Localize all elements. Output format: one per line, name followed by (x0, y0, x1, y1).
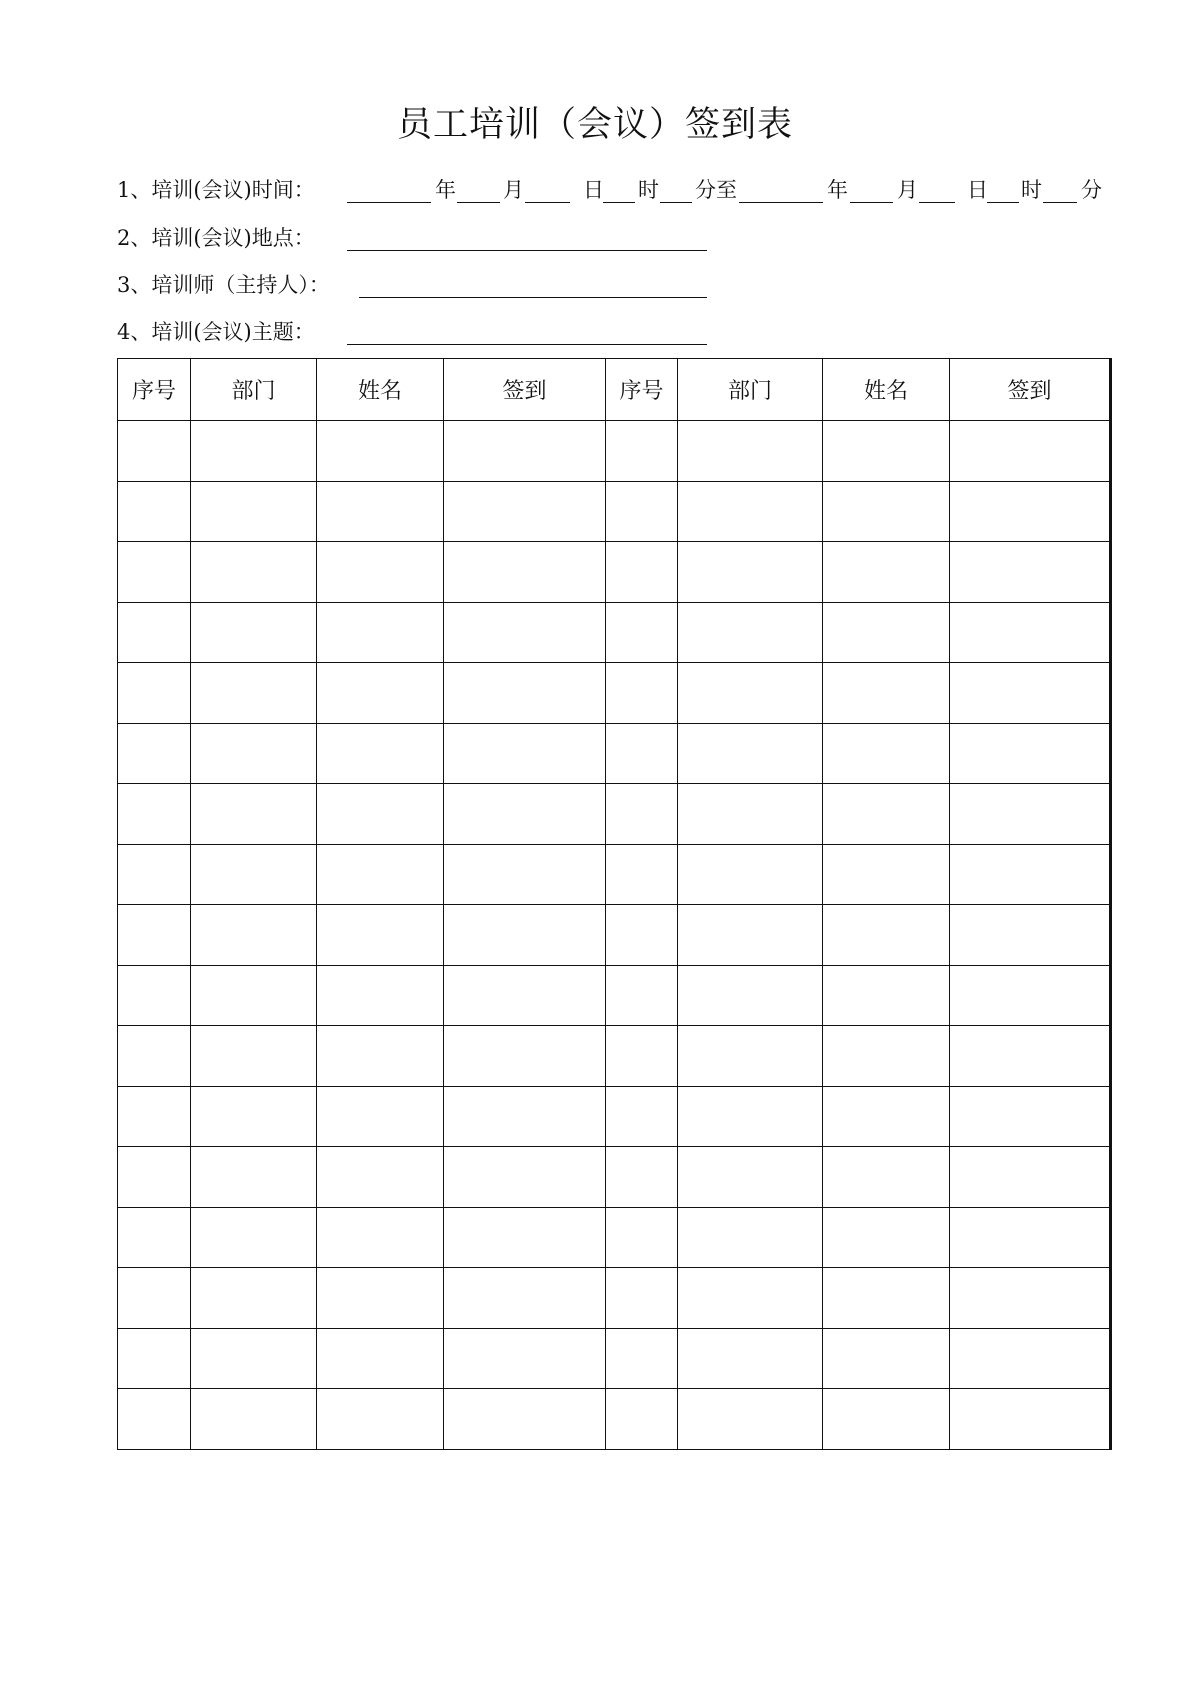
cell-seq-left[interactable] (118, 905, 191, 966)
cell-sign-left[interactable] (444, 965, 606, 1026)
cell-dept-right[interactable] (678, 723, 823, 784)
cell-sign-right[interactable] (950, 844, 1111, 905)
location-label: 2、培训(会议)地点： (117, 226, 315, 250)
cell-dept-right[interactable] (678, 542, 823, 603)
cell-name-left[interactable] (317, 602, 444, 663)
cell-sign-right[interactable] (950, 1268, 1111, 1329)
cell-dept-left[interactable] (191, 1328, 317, 1389)
cell-dept-right[interactable] (678, 1328, 823, 1389)
end-day-unit: 日 (967, 178, 988, 202)
cell-name-left[interactable] (317, 1268, 444, 1329)
table-row (118, 965, 1111, 1026)
cell-sign-left[interactable] (444, 905, 606, 966)
sign-in-table (117, 358, 1112, 1450)
cell-sign-right[interactable] (950, 1389, 1111, 1450)
cell-seq-left[interactable] (118, 844, 191, 905)
start-year-unit: 年 (435, 178, 456, 202)
start-day-unit: 日 (583, 178, 604, 202)
cell-seq-left[interactable] (118, 663, 191, 724)
header-sign-left: 签到 (444, 359, 606, 421)
cell-seq-right[interactable] (606, 723, 678, 784)
trainer-blank[interactable] (359, 297, 707, 298)
cell-name-right[interactable] (823, 481, 950, 542)
cell-dept-right[interactable] (678, 602, 823, 663)
table-row (118, 1026, 1111, 1087)
page-title: 员工培训（会议）签到表 (396, 105, 793, 145)
cell-seq-right[interactable] (606, 1086, 678, 1147)
cell-seq-right[interactable] (606, 421, 678, 482)
cell-dept-right[interactable] (678, 1207, 823, 1268)
cell-seq-left[interactable] (118, 421, 191, 482)
cell-dept-left[interactable] (191, 1147, 317, 1208)
cell-seq-right[interactable] (606, 965, 678, 1026)
cell-dept-right[interactable] (678, 1268, 823, 1329)
cell-seq-left[interactable] (118, 1207, 191, 1268)
cell-seq-right[interactable] (606, 1328, 678, 1389)
location-field-row (117, 222, 717, 254)
cell-sign-right[interactable] (950, 965, 1111, 1026)
cell-dept-left[interactable] (191, 421, 317, 482)
trainer-field-row (117, 269, 717, 301)
cell-sign-left[interactable] (444, 1026, 606, 1087)
cell-sign-right[interactable] (950, 723, 1111, 784)
header-seq-left: 序号 (118, 359, 191, 421)
cell-name-left[interactable] (317, 1207, 444, 1268)
cell-dept-left[interactable] (191, 1207, 317, 1268)
cell-sign-left[interactable] (444, 481, 606, 542)
cell-dept-left[interactable] (191, 784, 317, 845)
cell-name-right[interactable] (823, 542, 950, 603)
cell-name-left[interactable] (317, 542, 444, 603)
table-header-row (118, 359, 1111, 421)
end-minute-unit: 分 (1081, 178, 1102, 202)
topic-label: 4、培训(会议)主题： (117, 320, 315, 344)
cell-seq-right[interactable] (606, 1389, 678, 1450)
cell-name-right[interactable] (823, 602, 950, 663)
cell-name-right[interactable] (823, 1268, 950, 1329)
cell-sign-left[interactable] (444, 1207, 606, 1268)
start-month-unit: 月 (503, 178, 524, 202)
end-year-unit: 年 (827, 178, 848, 202)
cell-dept-left[interactable] (191, 1389, 317, 1450)
header-seq-right: 序号 (606, 359, 678, 421)
table-row (118, 784, 1111, 845)
end-month-unit: 月 (897, 178, 918, 202)
cell-sign-right[interactable] (950, 1147, 1111, 1208)
cell-dept-left[interactable] (191, 602, 317, 663)
table-row (118, 905, 1111, 966)
cell-seq-left[interactable] (118, 723, 191, 784)
end-minute-blank[interactable] (1043, 202, 1077, 203)
cell-name-left[interactable] (317, 1026, 444, 1087)
header-dept-left: 部门 (191, 359, 317, 421)
cell-sign-right[interactable] (950, 1026, 1111, 1087)
cell-sign-left[interactable] (444, 844, 606, 905)
table-row (118, 1207, 1111, 1268)
cell-dept-right[interactable] (678, 784, 823, 845)
cell-seq-right[interactable] (606, 1268, 678, 1329)
cell-name-left[interactable] (317, 784, 444, 845)
cell-dept-right[interactable] (678, 663, 823, 724)
cell-seq-left[interactable] (118, 1086, 191, 1147)
cell-seq-left[interactable] (118, 1026, 191, 1087)
cell-name-left[interactable] (317, 481, 444, 542)
cell-name-right[interactable] (823, 723, 950, 784)
end-hour-blank[interactable] (987, 202, 1019, 203)
cell-dept-left[interactable] (191, 542, 317, 603)
location-blank[interactable] (347, 250, 707, 251)
cell-seq-right[interactable] (606, 1147, 678, 1208)
cell-name-left[interactable] (317, 1389, 444, 1450)
header-sign-right: 签到 (950, 359, 1111, 421)
end-hour-unit: 时 (1021, 178, 1042, 202)
time-label: 1、培训(会议)时间： (117, 178, 315, 202)
table-row (118, 844, 1111, 905)
table-row (118, 602, 1111, 663)
cell-name-right[interactable] (823, 1328, 950, 1389)
cell-sign-left[interactable] (444, 784, 606, 845)
cell-seq-right[interactable] (606, 905, 678, 966)
cell-seq-left[interactable] (118, 1147, 191, 1208)
cell-dept-left[interactable] (191, 723, 317, 784)
start-month-blank[interactable] (457, 202, 500, 203)
start-day-blank[interactable] (525, 202, 570, 203)
table-row (118, 1086, 1111, 1147)
cell-dept-left[interactable] (191, 1026, 317, 1087)
cell-seq-left[interactable] (118, 602, 191, 663)
cell-dept-right[interactable] (678, 1026, 823, 1087)
table-row (118, 421, 1111, 482)
cell-dept-right[interactable] (678, 1147, 823, 1208)
cell-name-right[interactable] (823, 844, 950, 905)
table-row (118, 1328, 1111, 1389)
cell-sign-right[interactable] (950, 663, 1111, 724)
start-year-blank[interactable] (347, 202, 431, 203)
cell-name-left[interactable] (317, 1147, 444, 1208)
cell-name-right[interactable] (823, 663, 950, 724)
cell-name-left[interactable] (317, 723, 444, 784)
start-hour-blank[interactable] (603, 202, 635, 203)
cell-name-right[interactable] (823, 784, 950, 845)
cell-dept-left[interactable] (191, 663, 317, 724)
cell-seq-right[interactable] (606, 602, 678, 663)
cell-seq-right[interactable] (606, 784, 678, 845)
cell-dept-right[interactable] (678, 421, 823, 482)
cell-sign-left[interactable] (444, 723, 606, 784)
cell-seq-right[interactable] (606, 1026, 678, 1087)
start-minute-blank[interactable] (660, 202, 692, 203)
time-field-row (117, 174, 1117, 206)
cell-name-right[interactable] (823, 965, 950, 1026)
cell-dept-right[interactable] (678, 965, 823, 1026)
cell-sign-left[interactable] (444, 542, 606, 603)
cell-sign-right[interactable] (950, 1086, 1111, 1147)
cell-sign-left[interactable] (444, 1389, 606, 1450)
cell-name-left[interactable] (317, 421, 444, 482)
cell-seq-right[interactable] (606, 1207, 678, 1268)
cell-name-right[interactable] (823, 1026, 950, 1087)
cell-name-left[interactable] (317, 905, 444, 966)
topic-blank[interactable] (347, 344, 707, 345)
cell-name-left[interactable] (317, 663, 444, 724)
cell-name-left[interactable] (317, 1328, 444, 1389)
cell-dept-left[interactable] (191, 1268, 317, 1329)
cell-sign-left[interactable] (444, 421, 606, 482)
end-day-blank[interactable] (919, 202, 955, 203)
table-body (118, 421, 1111, 1450)
table-row (118, 723, 1111, 784)
header-name-right: 姓名 (823, 359, 950, 421)
header-name-left: 姓名 (317, 359, 444, 421)
table-row (118, 663, 1111, 724)
end-year-blank[interactable] (739, 202, 823, 203)
cell-sign-right[interactable] (950, 1207, 1111, 1268)
cell-seq-left[interactable] (118, 542, 191, 603)
cell-seq-left[interactable] (118, 481, 191, 542)
cell-dept-right[interactable] (678, 1086, 823, 1147)
table-row (118, 542, 1111, 603)
cell-seq-left[interactable] (118, 1268, 191, 1329)
cell-dept-left[interactable] (191, 844, 317, 905)
trainer-label: 3、培训师（主持人）： (117, 273, 330, 297)
header-dept-right: 部门 (678, 359, 823, 421)
cell-sign-right[interactable] (950, 905, 1111, 966)
cell-sign-right[interactable] (950, 1328, 1111, 1389)
cell-sign-right[interactable] (950, 784, 1111, 845)
cell-name-left[interactable] (317, 965, 444, 1026)
cell-seq-left[interactable] (118, 965, 191, 1026)
cell-dept-right[interactable] (678, 844, 823, 905)
cell-seq-left[interactable] (118, 1328, 191, 1389)
cell-name-right[interactable] (823, 421, 950, 482)
cell-name-left[interactable] (317, 1086, 444, 1147)
cell-sign-left[interactable] (444, 602, 606, 663)
topic-field-row (117, 316, 717, 348)
cell-dept-left[interactable] (191, 965, 317, 1026)
cell-sign-right[interactable] (950, 481, 1111, 542)
cell-dept-right[interactable] (678, 905, 823, 966)
cell-sign-left[interactable] (444, 663, 606, 724)
cell-name-right[interactable] (823, 1207, 950, 1268)
start-hour-unit: 时 (638, 178, 659, 202)
table-row (118, 1389, 1111, 1450)
cell-sign-right[interactable] (950, 602, 1111, 663)
table-row (118, 1147, 1111, 1208)
cell-name-right[interactable] (823, 1147, 950, 1208)
cell-seq-right[interactable] (606, 844, 678, 905)
cell-name-right[interactable] (823, 905, 950, 966)
cell-seq-left[interactable] (118, 1389, 191, 1450)
cell-dept-right[interactable] (678, 481, 823, 542)
cell-sign-right[interactable] (950, 421, 1111, 482)
cell-seq-right[interactable] (606, 542, 678, 603)
cell-sign-right[interactable] (950, 542, 1111, 603)
cell-dept-right[interactable] (678, 1389, 823, 1450)
cell-sign-left[interactable] (444, 1147, 606, 1208)
cell-sign-left[interactable] (444, 1268, 606, 1329)
cell-sign-left[interactable] (444, 1086, 606, 1147)
cell-sign-left[interactable] (444, 1328, 606, 1389)
cell-seq-right[interactable] (606, 481, 678, 542)
cell-name-right[interactable] (823, 1389, 950, 1450)
table-row (118, 481, 1111, 542)
cell-name-right[interactable] (823, 1086, 950, 1147)
end-month-blank[interactable] (850, 202, 893, 203)
cell-seq-right[interactable] (606, 663, 678, 724)
cell-dept-left[interactable] (191, 1086, 317, 1147)
cell-seq-left[interactable] (118, 784, 191, 845)
cell-dept-left[interactable] (191, 905, 317, 966)
table-row (118, 1268, 1111, 1329)
start-minute-unit: 分至 (695, 178, 737, 202)
cell-name-left[interactable] (317, 844, 444, 905)
cell-dept-left[interactable] (191, 481, 317, 542)
